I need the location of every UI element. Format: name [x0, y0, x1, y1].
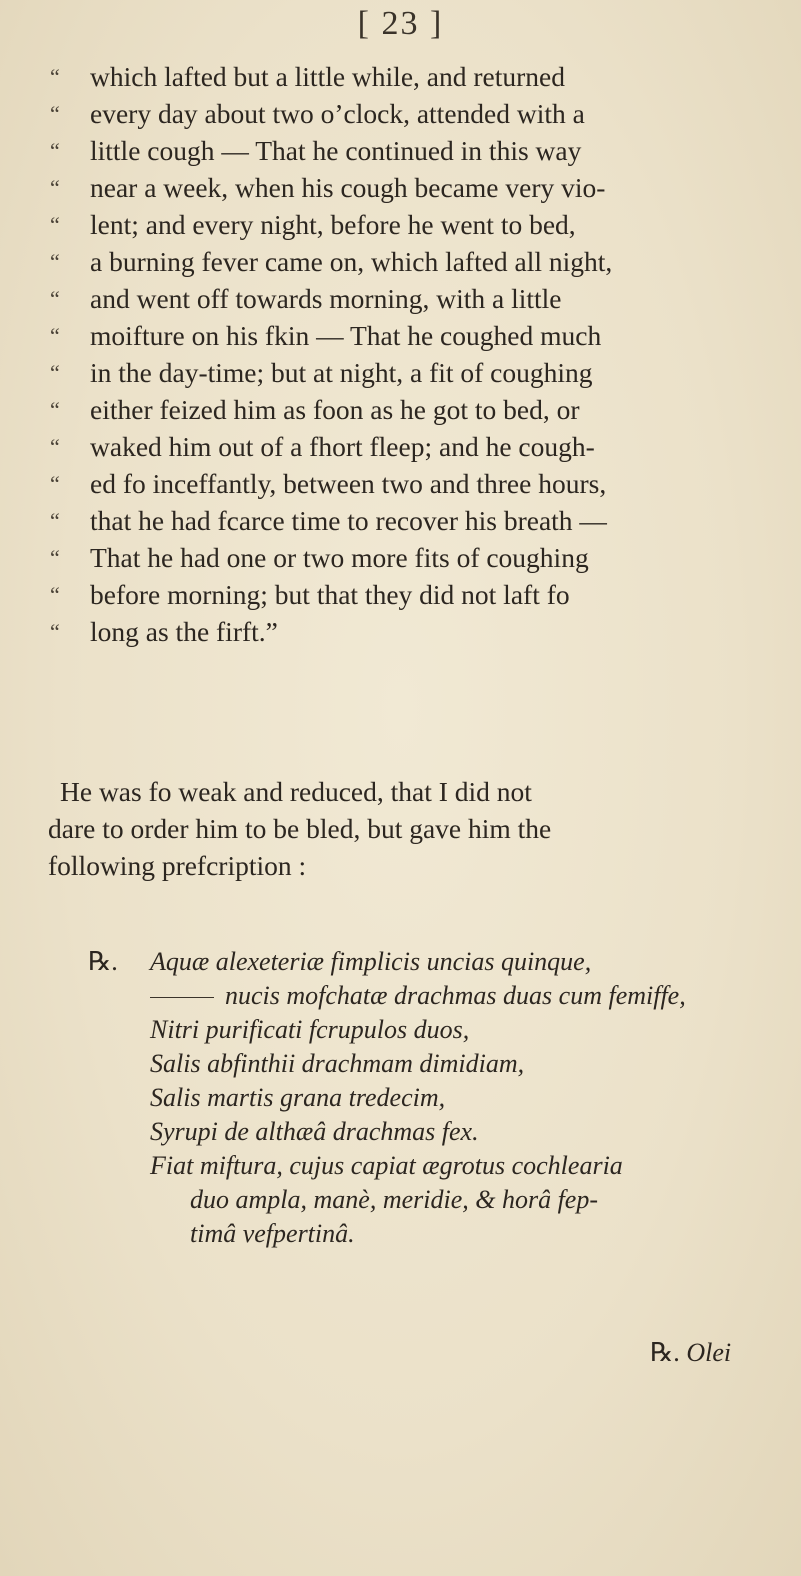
quote-mark: “: [50, 619, 60, 644]
quote-line-text: little cough — That he continued in this way: [90, 135, 582, 166]
quote-mark: “: [50, 582, 60, 607]
quote-mark: “: [50, 397, 60, 422]
prescription-line: [60, 1149, 780, 1183]
page-number: [ 23 ]: [357, 5, 444, 42]
quote-line: [50, 206, 780, 243]
prescription-line: [60, 1081, 780, 1115]
quote-line: [50, 502, 780, 539]
quote-mark: “: [50, 471, 60, 496]
quote-mark: “: [50, 323, 60, 348]
paragraph-line: following prefcription :: [48, 850, 307, 881]
prescription-line: [60, 1047, 780, 1081]
prescription-line: [60, 1115, 780, 1149]
quote-line: [50, 132, 780, 169]
quote-line-text: long as the firft.”: [90, 616, 278, 647]
ingredient: Syrupi de althæâ drachmas fex.: [150, 1117, 479, 1146]
body-paragraph: [48, 773, 780, 884]
prescription-second-line: nucis mofchatæ drachmas duas cum femiffe,: [225, 981, 686, 1010]
quote-mark: “: [50, 545, 60, 570]
quote-line-text: before morning; but that they did not laft fo: [90, 579, 570, 610]
ingredient: Salis martis grana tredecim,: [150, 1083, 446, 1112]
quote-line: [50, 169, 780, 206]
paragraph-line: dare to order him to be bled, but gave him the: [48, 813, 552, 844]
prescription-line: [60, 1217, 780, 1251]
quote-line: [50, 465, 780, 502]
recipe-symbol: ℞.: [88, 947, 118, 976]
quote-line: [50, 317, 780, 354]
quote-mark: “: [50, 434, 60, 459]
quote-line-text: every day about two o’clock, attended with a: [90, 98, 585, 129]
prescription-line: [60, 979, 780, 1013]
quote-line-text: in the day-time; but at night, a fit of coughing: [90, 357, 593, 388]
quote-line-text: near a week, when his cough became very vio-: [90, 172, 606, 203]
quote-line: [50, 280, 780, 317]
quote-line: [50, 243, 780, 280]
quote-line: [50, 539, 780, 576]
quote-mark: “: [50, 64, 60, 89]
quote-line-text: lent; and every night, before he went to bed,: [90, 209, 576, 240]
prescription: [60, 945, 780, 1251]
quote-line: [50, 95, 780, 132]
quote-line: [50, 576, 780, 613]
quote-line-text: a burning fever came on, which lafted all night,: [90, 246, 613, 277]
prescription-line: [60, 945, 780, 979]
quoted-passage: [50, 58, 780, 650]
quote-line-text: which lafted but a little while, and returned: [90, 61, 565, 92]
quote-mark: “: [50, 101, 60, 126]
direction: timâ vefpertinâ.: [190, 1219, 355, 1248]
quote-line-text: moifture on his fkin — That he coughed much: [90, 320, 602, 351]
paragraph-line: He was fo weak and reduced, that I did not: [60, 776, 532, 807]
ingredient: Salis abfinthii drachmam dimidiam,: [150, 1049, 525, 1078]
quote-mark: “: [50, 286, 60, 311]
prescription-line: [60, 1183, 780, 1217]
prescription-first-line: Aquæ alexeteriæ fimplicis uncias quinque,: [150, 947, 592, 976]
direction: duo ampla, manè, meridie, & horâ fep-: [190, 1185, 599, 1214]
quote-mark: “: [50, 175, 60, 200]
quote-mark: “: [50, 360, 60, 385]
catchword-text: Olei: [686, 1338, 732, 1367]
quote-line: [50, 428, 780, 465]
quote-mark: “: [50, 212, 60, 237]
quote-line-text: that he had fcarce time to recover his breath —: [90, 505, 607, 536]
quote-line-text: That he had one or two more fits of coughing: [90, 542, 589, 573]
quote-line-text: ed fo inceffantly, between two and three hours,: [90, 468, 607, 499]
catchword: [650, 1338, 731, 1368]
prescription-line: [60, 1013, 780, 1047]
direction: Fiat miftura, cujus capiat ægrotus cochlearia: [150, 1151, 623, 1180]
quote-line: [50, 58, 780, 95]
quote-line-text: waked him out of a fhort fleep; and he cough-: [90, 431, 595, 462]
quote-line: [50, 354, 780, 391]
ingredient: Nitri purificati fcrupulos duos,: [150, 1015, 470, 1044]
quote-mark: “: [50, 138, 60, 163]
quote-line: [50, 613, 780, 650]
quote-mark: “: [50, 249, 60, 274]
catchword-recipe-symbol: ℞.: [650, 1338, 680, 1367]
quote-line-text: and went off towards morning, with a little: [90, 283, 562, 314]
quote-line: [50, 391, 780, 428]
quote-line-text: either feized him as foon as he got to bed, or: [90, 394, 580, 425]
quote-mark: “: [50, 508, 60, 533]
ditto-dash: [150, 997, 214, 998]
